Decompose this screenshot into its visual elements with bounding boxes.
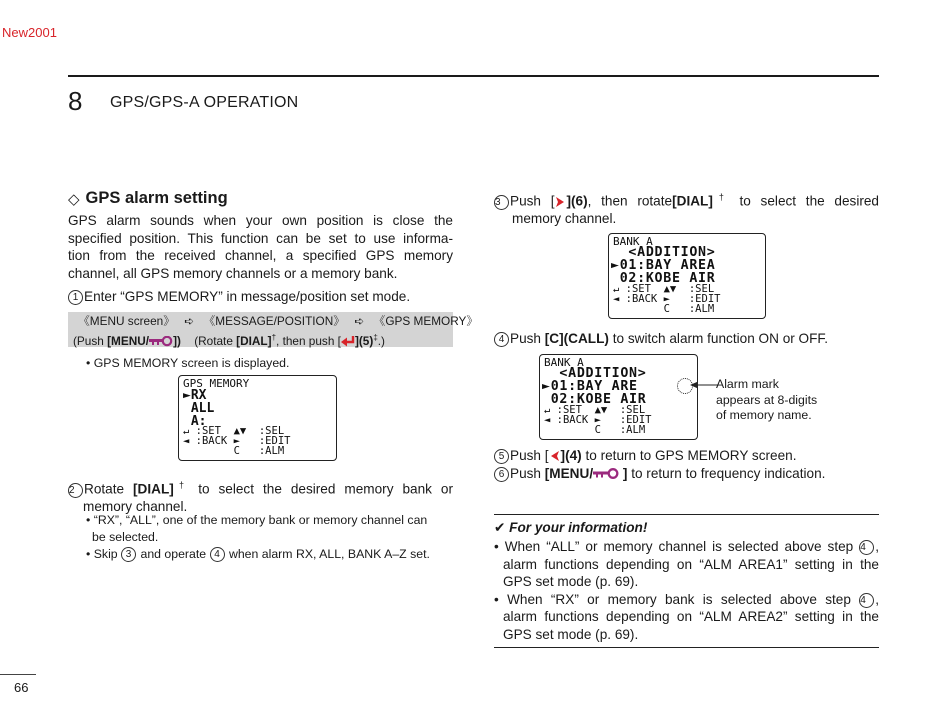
lcd-line: 02:KOBE AIR [542,392,647,407]
step-text: to return to GPS MEMORY screen. [581,448,797,463]
instruction-text: , then push [ [276,333,341,348]
dagger-mark: † [173,480,190,490]
lcd-bank-a-alarm [539,354,698,440]
menu-path-item: 《GPS MEMORY》 [373,314,479,328]
step-text: Push [ [510,448,549,463]
step-text: Push [510,331,545,346]
step-number: 3 [494,195,509,210]
lcd-line: ►01:BAY ARE [542,379,638,394]
arrow-icon: ➪ [354,314,365,328]
step-number: 1 [68,290,83,305]
dagger-mark: † [271,333,277,342]
fyi-bullets [494,538,879,644]
left-arrow-key-icon [549,450,561,462]
lcd-line: ◄ :BACK ► :EDIT [183,435,291,447]
intro-line: specified position. This function can be set to use informa- [68,230,453,246]
callout-line: appears at 8-digits [716,392,818,407]
step-ref: 3 [121,547,136,562]
top-rule [68,75,879,77]
lcd-line: C :ALM [544,424,646,436]
step-1 [68,288,410,306]
fyi-top-rule [494,514,879,515]
key-label: ](6) [566,193,588,209]
fyi-bottom-rule [494,647,879,648]
lcd-line: ►01:BAY AREA [611,258,716,273]
note-line: be selected. [92,530,159,545]
step-2-line: memory channel. [83,499,188,515]
fyi-line: alarm functions depending on “ALM AREA1” setting in the [503,556,879,572]
step-4 [494,330,828,348]
key-wrench-icon [149,336,173,347]
fyi-text: , [875,539,879,554]
note-line: • “RX”, “ALL”, one of the memory bank or memory channel can [86,513,428,527]
fyi-text: • When “RX” or memory bank is selected above step [494,591,860,607]
menu-instructions [73,330,385,349]
dial-key-label: [DIAL] [236,333,272,348]
bullet-gps-memory: • GPS MEMORY screen is displayed. [86,356,290,370]
step-2-line [68,477,453,498]
menu-key-label: [MENU/ [544,466,594,481]
fyi-heading [494,520,647,536]
step-5 [494,447,797,465]
checkmark-icon: ✔ [494,520,506,535]
step-number: 4 [494,332,509,347]
dial-key-label: [DIAL] [133,481,174,497]
dial-key-label: [DIAL] [672,193,713,209]
intro-line: channel, all GPS memory channels or a memory bank. [68,265,398,281]
callout-line: Alarm mark [716,377,779,391]
lcd-line: C :ALM [613,303,715,315]
step-number: 5 [494,449,509,464]
lcd-line: <ADDITION> [611,245,716,260]
step-text: to return to frequency indication. [627,466,826,481]
key-label: ](5) [354,333,374,348]
right-arrow-key-icon [554,196,566,208]
fyi-text: , [875,591,879,607]
enter-arrow-icon [341,336,355,347]
fyi-line: GPS set mode (p. 69). [503,574,639,590]
page-number: 66 [14,680,29,695]
step-number: 6 [494,467,509,482]
lcd-line: ↵ :SET ▲▼ :SEL [613,283,715,295]
lcd-line: BANK A [544,356,584,369]
menu-key-end: ] [619,466,628,481]
lcd-line: ◄ :BACK ► :EDIT [544,414,652,426]
step-ref: 4 [859,540,874,555]
menu-path-item: 《MENU screen》 [78,314,176,328]
instruction-text: .) [377,333,385,348]
step-text: Push [ [510,193,555,209]
menu-key-end: ]) [173,333,181,348]
step-text: to select the desired [729,193,879,209]
lcd-line: BANK A [613,235,653,248]
arrow-icon: ➪ [184,314,195,328]
lcd-line: <ADDITION> [542,366,647,381]
note-text: • Skip [86,547,122,562]
step-ref: 4 [210,547,225,562]
step-ref: 4 [859,593,874,608]
step-6 [494,465,825,483]
intro-line: GPS alarm sounds when your own position is close the [68,213,453,228]
section-heading [68,189,228,208]
lcd-line: ►RX [183,388,207,403]
step-3-line: memory channel. [512,211,617,227]
fyi-title: For your information! [509,520,648,535]
menu-path-item: 《MESSAGE/POSITION》 [203,314,346,328]
step-text: Rotate [84,481,134,497]
diamond-icon: ◇ [68,190,80,208]
lcd-line: C :ALM [183,445,285,457]
menu-path-box [68,312,479,348]
step-text: to select the desired memory bank or [189,481,453,497]
alarm-mark-callout [716,377,817,424]
instruction-text: (Push [73,333,108,348]
chapter-number: 8 [68,86,83,116]
lcd-line: ALL [183,401,215,416]
step-3 [494,189,879,228]
lcd-line: ◄ :BACK ► :EDIT [613,293,721,305]
intro-paragraph [68,212,453,282]
fyi-line [494,591,879,609]
key-label: ](4) [560,448,582,463]
lcd-line: ↵ :SET ▲▼ :SEL [544,404,646,416]
section-title: GPS alarm setting [85,189,228,207]
page-number-rule [0,674,36,675]
dagger-mark: † [712,192,730,202]
step-2 [68,477,453,516]
lcd-line: 02:KOBE AIR [611,271,716,286]
fyi-line [494,538,879,556]
note-text: when alarm RX, ALL, BANK A–Z set. [225,547,430,562]
lcd-bank-a [608,233,766,319]
note-text: and operate [137,547,210,562]
lcd-line: ↵ :SET ▲▼ :SEL [183,425,285,437]
step-number: 2 [68,483,83,498]
intro-line: tion from the received channel, a specified GPS memory [68,248,453,264]
step-text: , then rotate [587,193,673,209]
lcd-line: GPS MEMORY [183,377,250,390]
fyi-line: GPS set mode (p. 69). [503,626,639,642]
menu-path [78,314,478,330]
step-text: Push [510,466,545,481]
fyi-text: • When “ALL” or memory channel is selected above step [494,539,860,554]
step-2-notes [86,512,458,564]
edition-tag: New2001 [2,25,57,40]
menu-key-label: [MENU/ [107,333,150,348]
callout-line: of memory name. [716,408,812,422]
step-text: to switch alarm function ON or OFF. [608,331,829,346]
chapter-title: GPS/GPS-A OPERATION [110,94,299,111]
fyi-line: alarm functions depending on “ALM AREA2” setting in the [503,609,879,625]
note-line [86,546,458,563]
lcd-line: A: [183,414,207,429]
call-key-label: [C](CALL) [544,331,609,346]
ddagger-mark: ‡ [373,333,378,342]
step-3-line [494,189,879,210]
step-text: Enter “GPS MEMORY” in message/position set mode. [84,289,411,304]
instruction-text: (Rotate [194,333,237,348]
lcd-gps-memory [178,375,337,461]
key-wrench-icon [593,468,619,480]
